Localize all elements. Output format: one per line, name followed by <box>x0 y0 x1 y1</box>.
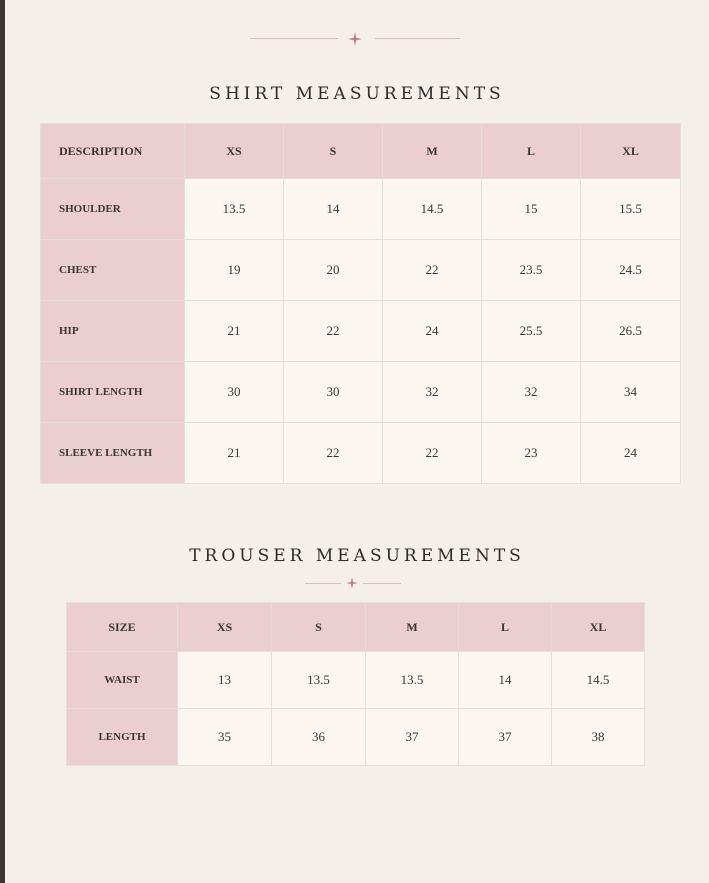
table-cell: 32 <box>482 362 581 423</box>
row-label: SHIRT LENGTH <box>41 362 185 423</box>
sparkle-icon <box>348 32 362 46</box>
row-label: SLEEVE LENGTH <box>41 423 185 484</box>
table-cell: 30 <box>284 362 383 423</box>
table-row <box>41 423 681 484</box>
header-cell: M <box>383 124 482 179</box>
table-cell: 14 <box>284 179 383 240</box>
row-label: SHOULDER <box>41 179 185 240</box>
table-cell: 20 <box>284 240 383 301</box>
table-cell: 25.5 <box>482 301 581 362</box>
table-row <box>41 362 681 423</box>
header-cell: SIZE <box>67 603 178 652</box>
table-cell: 13.5 <box>272 652 366 709</box>
table-row <box>41 301 681 362</box>
table-row <box>67 709 645 766</box>
trouser-measurements-table <box>66 602 645 766</box>
table-cell: 38 <box>552 709 645 766</box>
header-cell: XS <box>178 603 272 652</box>
table-cell: 35 <box>178 709 272 766</box>
table-cell: 23.5 <box>482 240 581 301</box>
size-chart-page <box>5 0 709 883</box>
table-cell: 23 <box>482 423 581 484</box>
table-row <box>41 179 681 240</box>
table-header-row <box>41 124 681 179</box>
table-row <box>67 652 645 709</box>
table-cell: 19 <box>185 240 284 301</box>
table-cell: 22 <box>284 301 383 362</box>
header-cell: S <box>284 124 383 179</box>
header-cell: XL <box>581 124 681 179</box>
table-cell: 14 <box>459 652 552 709</box>
table-cell: 21 <box>185 301 284 362</box>
table-cell: 37 <box>366 709 459 766</box>
header-cell: DESCRIPTION <box>41 124 185 179</box>
table-cell: 21 <box>185 423 284 484</box>
trouser-section-title: TROUSER MEASUREMENTS <box>189 546 525 566</box>
table-header-row <box>67 603 645 652</box>
header-cell: S <box>272 603 366 652</box>
header-cell: M <box>366 603 459 652</box>
table-cell: 24 <box>581 423 681 484</box>
row-label: HIP <box>41 301 185 362</box>
table-cell: 15.5 <box>581 179 681 240</box>
table-cell: 22 <box>284 423 383 484</box>
header-cell: L <box>482 124 581 179</box>
table-cell: 34 <box>581 362 681 423</box>
row-label: CHEST <box>41 240 185 301</box>
table-cell: 22 <box>383 240 482 301</box>
trouser-ornament-divider <box>305 577 401 591</box>
table-cell: 36 <box>272 709 366 766</box>
row-label: WAIST <box>67 652 178 709</box>
header-cell: XL <box>552 603 645 652</box>
table-cell: 37 <box>459 709 552 766</box>
table-cell: 14.5 <box>552 652 645 709</box>
table-cell: 13.5 <box>185 179 284 240</box>
header-cell: XS <box>185 124 284 179</box>
table-cell: 32 <box>383 362 482 423</box>
table-cell: 14.5 <box>383 179 482 240</box>
table-cell: 15 <box>482 179 581 240</box>
table-cell: 13 <box>178 652 272 709</box>
shirt-measurements-table <box>40 123 681 484</box>
table-cell: 13.5 <box>366 652 459 709</box>
table-cell: 30 <box>185 362 284 423</box>
sparkle-icon <box>346 577 358 589</box>
header-cell: L <box>459 603 552 652</box>
table-row <box>41 240 681 301</box>
table-cell: 24.5 <box>581 240 681 301</box>
top-ornament-divider <box>250 32 460 46</box>
shirt-section-title: SHIRT MEASUREMENTS <box>209 84 505 104</box>
table-cell: 22 <box>383 423 482 484</box>
table-cell: 24 <box>383 301 482 362</box>
row-label: LENGTH <box>67 709 178 766</box>
table-cell: 26.5 <box>581 301 681 362</box>
